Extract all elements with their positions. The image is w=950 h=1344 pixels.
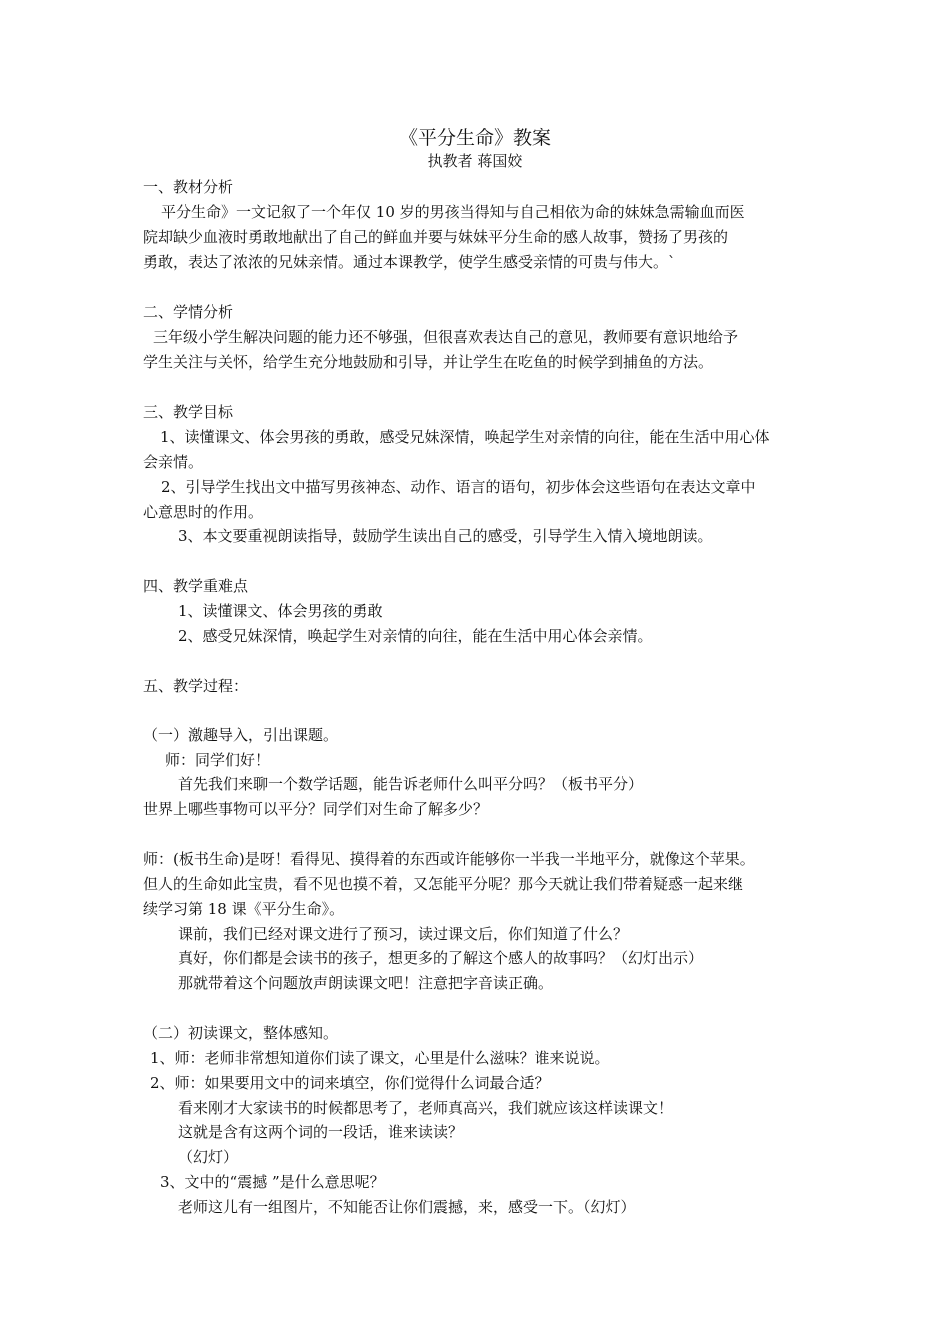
paragraph-line: 勇敢，表达了浓浓的兄妹亲情。通过本课教学，使学生感受亲情的可贵与伟大。`	[143, 253, 676, 271]
paragraph-line: 2、师：如果要用文中的词来填空，你们觉得什么词最合适？	[150, 1074, 550, 1092]
paragraph-line: 2、感受兄妹深情，唤起学生对亲情的向往，能在生活中用心体会亲情。	[178, 627, 653, 645]
section-heading: 四、教学重难点	[143, 577, 249, 595]
paragraph-line: 三年级小学生解决问题的能力还不够强，但很喜欢表达自己的意见，教师要有意识地给予	[153, 328, 739, 346]
subsection-heading: （二）初读课文，整体感知。	[143, 1024, 339, 1042]
paragraph-line: 续学习第 18 课《平分生命》。	[143, 900, 345, 918]
paragraph-line: 那就带着这个问题放声朗读课文吧！注意把字音读正确。	[178, 974, 554, 992]
section-heading: 五、教学过程：	[143, 677, 249, 695]
paragraph-line: 平分生命》一文记叙了一个年仅 10 岁的男孩当得知与自己相依为命的妹妹急需输血而医	[161, 203, 745, 221]
section-heading: 一、教材分析	[143, 178, 234, 196]
paragraph-line: 学生关注与关怀，给学生充分地鼓励和引导，并让学生在吃鱼的时候学到捕鱼的方法。	[143, 353, 714, 371]
paragraph-line: 1、师：老师非常想知道你们读了课文，心里是什么滋味？谁来说说。	[150, 1049, 610, 1067]
paragraph-line: （幻灯）	[178, 1148, 239, 1166]
section-heading: 二、学情分析	[143, 303, 234, 321]
paragraph-line: 3、文中的“震撼 ”是什么意思呢？	[160, 1173, 385, 1191]
document-title: 《平分生命》教案	[398, 127, 551, 149]
section-heading: 三、教学目标	[143, 403, 234, 421]
subsection-heading: （一）激趣导入，引出课题。	[143, 726, 339, 744]
teacher-name: 执教者 蒋国姣	[427, 152, 523, 170]
paragraph-line: 3、本文要重视朗读指导，鼓励学生读出自己的感受，引导学生入情入境地朗读。	[178, 527, 713, 545]
paragraph-line: 2、引导学生找出文中描写男孩神态、动作、语言的语句，初步体会这些语句在表达文章中	[161, 478, 756, 496]
paragraph-line: 师：(板书生命)是呀！看得见、摸得着的东西或许能够你一半我一半地平分，就像这个苹果。	[143, 850, 755, 868]
paragraph-line: 老师这儿有一组图片，不知能否让你们震撼，来，感受一下。（幻灯）	[178, 1198, 636, 1216]
paragraph-line: 1、读懂课文、体会男孩的勇敢	[178, 602, 383, 620]
paragraph-line: 1、读懂课文、体会男孩的勇敢，感受兄妹深情，唤起学生对亲情的向往，能在生活中用心体	[160, 428, 770, 446]
paragraph-line: 世界上哪些事物可以平分？同学们对生命了解多少？	[143, 800, 489, 818]
paragraph-line: 首先我们来聊一个数学话题，能告诉老师什么叫平分吗？（板书平分）	[178, 775, 644, 793]
paragraph-line: 会亲情。	[143, 453, 204, 471]
paragraph-line: 师：同学们好！	[165, 751, 271, 769]
paragraph-line: 真好，你们都是会读书的孩子，想更多的了解这个感人的故事吗？（幻灯出示）	[178, 949, 704, 967]
paragraph-line: 这就是含有这两个词的一段话，谁来读读？	[178, 1123, 464, 1141]
paragraph-line: 但人的生命如此宝贵，看不见也摸不着，又怎能平分呢？那今天就让我们带着疑惑一起来继	[143, 875, 744, 893]
paragraph-line: 课前，我们已经对课文进行了预习，读过课文后，你们知道了什么？	[178, 925, 629, 943]
paragraph-line: 心意思时的作用。	[143, 503, 264, 521]
paragraph-line: 看来刚才大家读书的时候都思考了，老师真高兴，我们就应该这样读课文！	[178, 1099, 674, 1117]
paragraph-line: 院却缺少血液时勇敢地献出了自己的鲜血并要与妹妹平分生命的感人故事，赞扬了男孩的	[143, 228, 729, 246]
